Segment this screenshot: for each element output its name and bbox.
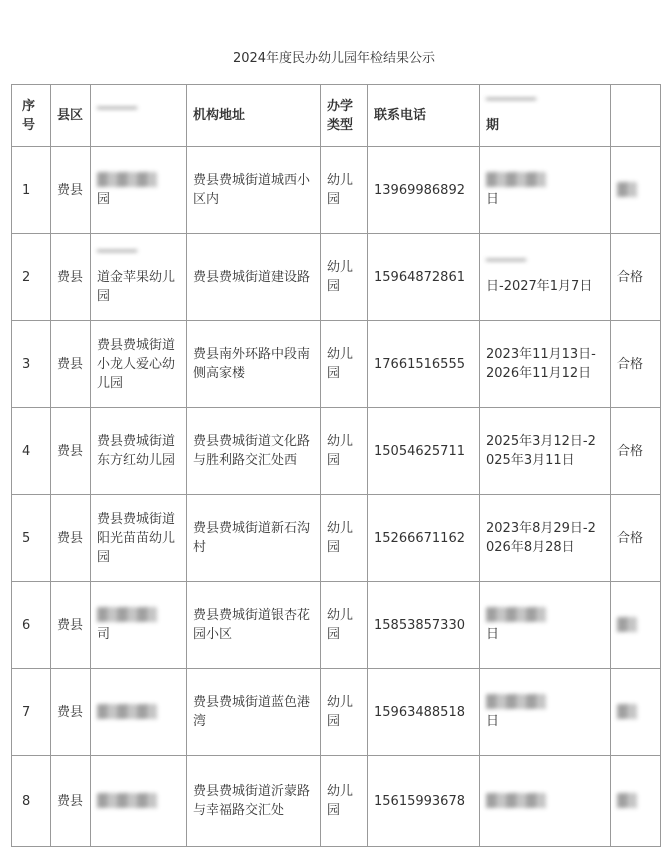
cell-name: 费县费城街道东方红幼儿园: [91, 408, 187, 495]
header-row: [12, 85, 661, 147]
cell-phone: 15963488518: [368, 669, 480, 756]
cell-county: 费县: [51, 582, 91, 669]
cell-phone: 15266671162: [368, 495, 480, 582]
cell-name: 费县费城街道阳光苗苗幼儿园: [91, 495, 187, 582]
cell-address: 费县费城街道文化路与胜利路交汇处西: [187, 408, 321, 495]
redacted-block: ▓▒▓▒▓▒: [97, 173, 157, 188]
cell-type: 幼儿园: [321, 669, 368, 756]
cell-result: 合格: [611, 495, 661, 582]
cell-period: 2023年11月13日-2026年11月12日: [480, 321, 611, 408]
table-row: [12, 147, 661, 234]
redacted-result: ▓▒: [617, 617, 637, 633]
header-type: 办学类型: [321, 85, 368, 147]
redacted-header-name: ▔▔▔▔: [97, 108, 137, 123]
cell-type: 幼儿园: [321, 756, 368, 847]
cell-phone: 13969986892: [368, 147, 480, 234]
table-row: [12, 321, 661, 408]
table-row: [12, 756, 661, 847]
header-no: 序号: [12, 85, 51, 147]
cell-phone: 17661516555: [368, 321, 480, 408]
cell-period: [480, 756, 611, 847]
cell-text: 日: [486, 714, 500, 729]
cell-no: 2: [12, 234, 51, 321]
cell-period: [480, 147, 611, 234]
cell-name: [91, 582, 187, 669]
cell-address: 费县费城街道建设路: [187, 234, 321, 321]
header-address: 机构地址: [187, 85, 321, 147]
redacted-block: ▓▒▓▒▓▒: [486, 173, 546, 188]
cell-result: 合格: [611, 408, 661, 495]
header-county: 县区: [51, 85, 91, 147]
cell-address: 费县费城街道城西小区内: [187, 147, 321, 234]
cell-period: [480, 234, 611, 321]
redacted-header-period: ▔▔▔▔▔: [486, 98, 536, 114]
cell-type: 幼儿园: [321, 495, 368, 582]
redacted-block: ▓▒▓▒▓▒: [97, 608, 157, 623]
cell-name: [91, 147, 187, 234]
cell-county: 费县: [51, 756, 91, 847]
cell-phone: 15964872861: [368, 234, 480, 321]
cell-county: 费县: [51, 669, 91, 756]
cell-period: 2023年8月29日-2026年8月28日: [480, 495, 611, 582]
cell-name: [91, 669, 187, 756]
cell-no: 5: [12, 495, 51, 582]
cell-address: 费县南外环路中段南侧高家楼: [187, 321, 321, 408]
cell-address: 费县费城街道银杏花园小区: [187, 582, 321, 669]
cell-period: [480, 669, 611, 756]
redacted-block: ▔▔▔▔: [97, 250, 137, 266]
redacted-result: ▓▒: [617, 704, 637, 720]
cell-name: [91, 234, 187, 321]
cell-county: 费县: [51, 321, 91, 408]
results-table: [11, 84, 661, 847]
cell-result: 合格: [611, 234, 661, 321]
cell-phone: 15853857330: [368, 582, 480, 669]
cell-text: 司: [97, 627, 111, 642]
cell-address: 费县费城街道新石沟村: [187, 495, 321, 582]
cell-name: 费县费城街道小龙人爱心幼儿园: [91, 321, 187, 408]
redacted-block: ▔▔▔▔: [486, 260, 526, 275]
redacted-block: ▓▒▓▒▓▒: [486, 793, 546, 809]
redacted-block: ▓▒▓▒▓▒: [97, 704, 157, 720]
cell-period: [480, 582, 611, 669]
cell-result: [611, 756, 661, 847]
cell-no: 1: [12, 147, 51, 234]
page-title: 2024年度民办幼儿园年检结果公示: [232, 51, 436, 66]
cell-type: 幼儿园: [321, 234, 368, 321]
cell-result: [611, 147, 661, 234]
cell-text: 道金苹果幼儿园: [97, 269, 176, 304]
header-phone: 联系电话: [368, 85, 480, 147]
redacted-block: ▓▒▓▒▓▒: [486, 695, 546, 710]
header-name: [91, 85, 187, 147]
cell-name: [91, 756, 187, 847]
cell-no: 4: [12, 408, 51, 495]
cell-type: 幼儿园: [321, 321, 368, 408]
cell-result: [611, 669, 661, 756]
cell-address: 费县费城街道蓝色港湾: [187, 669, 321, 756]
cell-text: 日: [486, 192, 500, 207]
cell-type: 幼儿园: [321, 147, 368, 234]
cell-county: 费县: [51, 495, 91, 582]
header-period: ▔▔▔▔▔ 期: [480, 85, 611, 147]
redacted-block: ▓▒▓▒▓▒: [97, 793, 157, 809]
cell-phone: 15615993678: [368, 756, 480, 847]
cell-no: 7: [12, 669, 51, 756]
table-row: [12, 669, 661, 756]
cell-no: 8: [12, 756, 51, 847]
cell-county: 费县: [51, 234, 91, 321]
cell-result: 合格: [611, 321, 661, 408]
table-row: [12, 408, 661, 495]
table-row: [12, 234, 661, 321]
table-row: [12, 582, 661, 669]
cell-type: 幼儿园: [321, 408, 368, 495]
cell-result: [611, 582, 661, 669]
cell-period: 2025年3月12日-2025年3月11日: [480, 408, 611, 495]
cell-county: 费县: [51, 147, 91, 234]
cell-no: 6: [12, 582, 51, 669]
table-row: [12, 495, 661, 582]
cell-county: 费县: [51, 408, 91, 495]
cell-text: 园: [97, 192, 111, 207]
cell-text: 日: [486, 627, 500, 642]
cell-no: 3: [12, 321, 51, 408]
cell-type: 幼儿园: [321, 582, 368, 669]
cell-text: 日-2027年1月7日: [486, 279, 593, 294]
redacted-result: ▓▒: [617, 793, 637, 809]
redacted-result: ▓▒: [617, 182, 637, 198]
cell-address: 费县费城街道沂蒙路与幸福路交汇处: [187, 756, 321, 847]
redacted-block: ▓▒▓▒▓▒: [486, 608, 546, 623]
cell-phone: 15054625711: [368, 408, 480, 495]
header-result: [611, 85, 661, 147]
